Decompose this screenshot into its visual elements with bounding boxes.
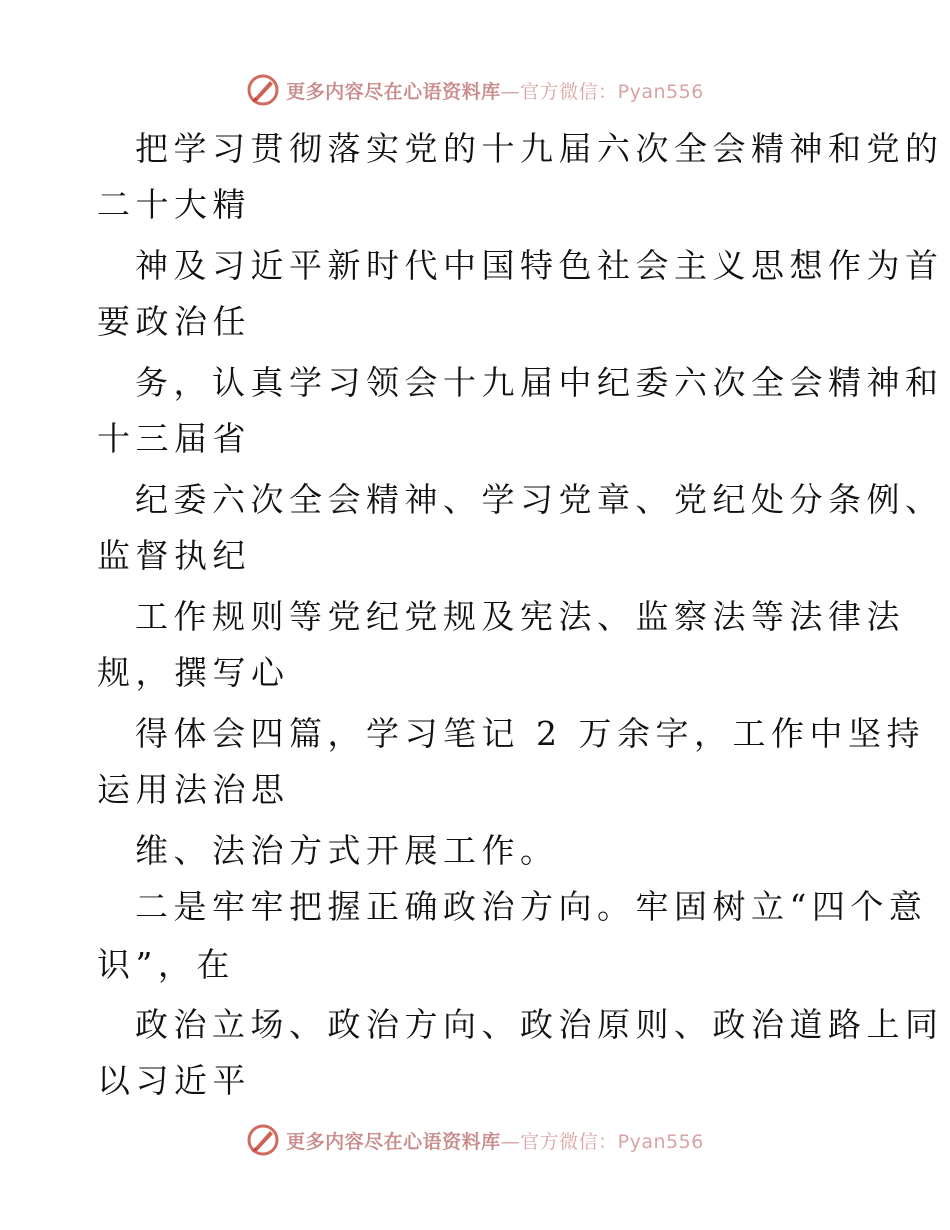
text-line: 纪委六次全会精神、学习党章、党纪处分条例、 [135,480,944,519]
text-line: 十三届省 [97,419,251,458]
text-line: 政治立场、政治方向、政治原则、政治道路上同 [135,1005,944,1044]
watermark-brand: 更多内容尽在心语资料库 [286,80,501,103]
text-line: 二是牢牢把握正确政治方向。牢固树立“四个意 [135,887,928,926]
text-line: 识”，在 [97,945,235,984]
watermark-text [286,1127,704,1154]
text-line: 维、法治方式开展工作。 [135,831,559,870]
text-line: 监督执纪 [97,536,251,575]
text-line: 要政治任 [97,302,251,341]
text-line: 得体会四篇，学习笔记 2 万余字，工作中坚持 [135,714,925,753]
text-line: 以习近平 [97,1061,251,1100]
watermark-separator: — [500,80,521,103]
text-line: 神及习近平新时代中国特色社会主义思想作为首 [135,246,944,285]
text-line: 务，认真学习领会十九届中纪委六次全会精神和 [135,363,944,402]
watermark-brand: 更多内容尽在心语资料库 [286,1130,501,1153]
header-watermark [0,70,950,110]
watermark-official: 官方微信：Pyan556 [520,1130,704,1153]
text-line: 二十大精 [97,185,251,224]
text-line: 规，撰写心 [97,653,290,692]
pen-logo-icon [246,73,280,107]
text-line: 工作规则等党纪党规及宪法、监察法等法律法 [135,597,905,636]
watermark-official: 官方微信：Pyan556 [520,80,704,103]
pen-logo-icon [246,1123,280,1157]
watermark-separator: — [500,1130,521,1153]
watermark-text [286,77,704,104]
footer-watermark [0,1120,950,1160]
text-line: 把学习贯彻落实党的十九届六次全会精神和党的 [135,129,944,168]
text-line: 运用法治思 [97,770,290,809]
